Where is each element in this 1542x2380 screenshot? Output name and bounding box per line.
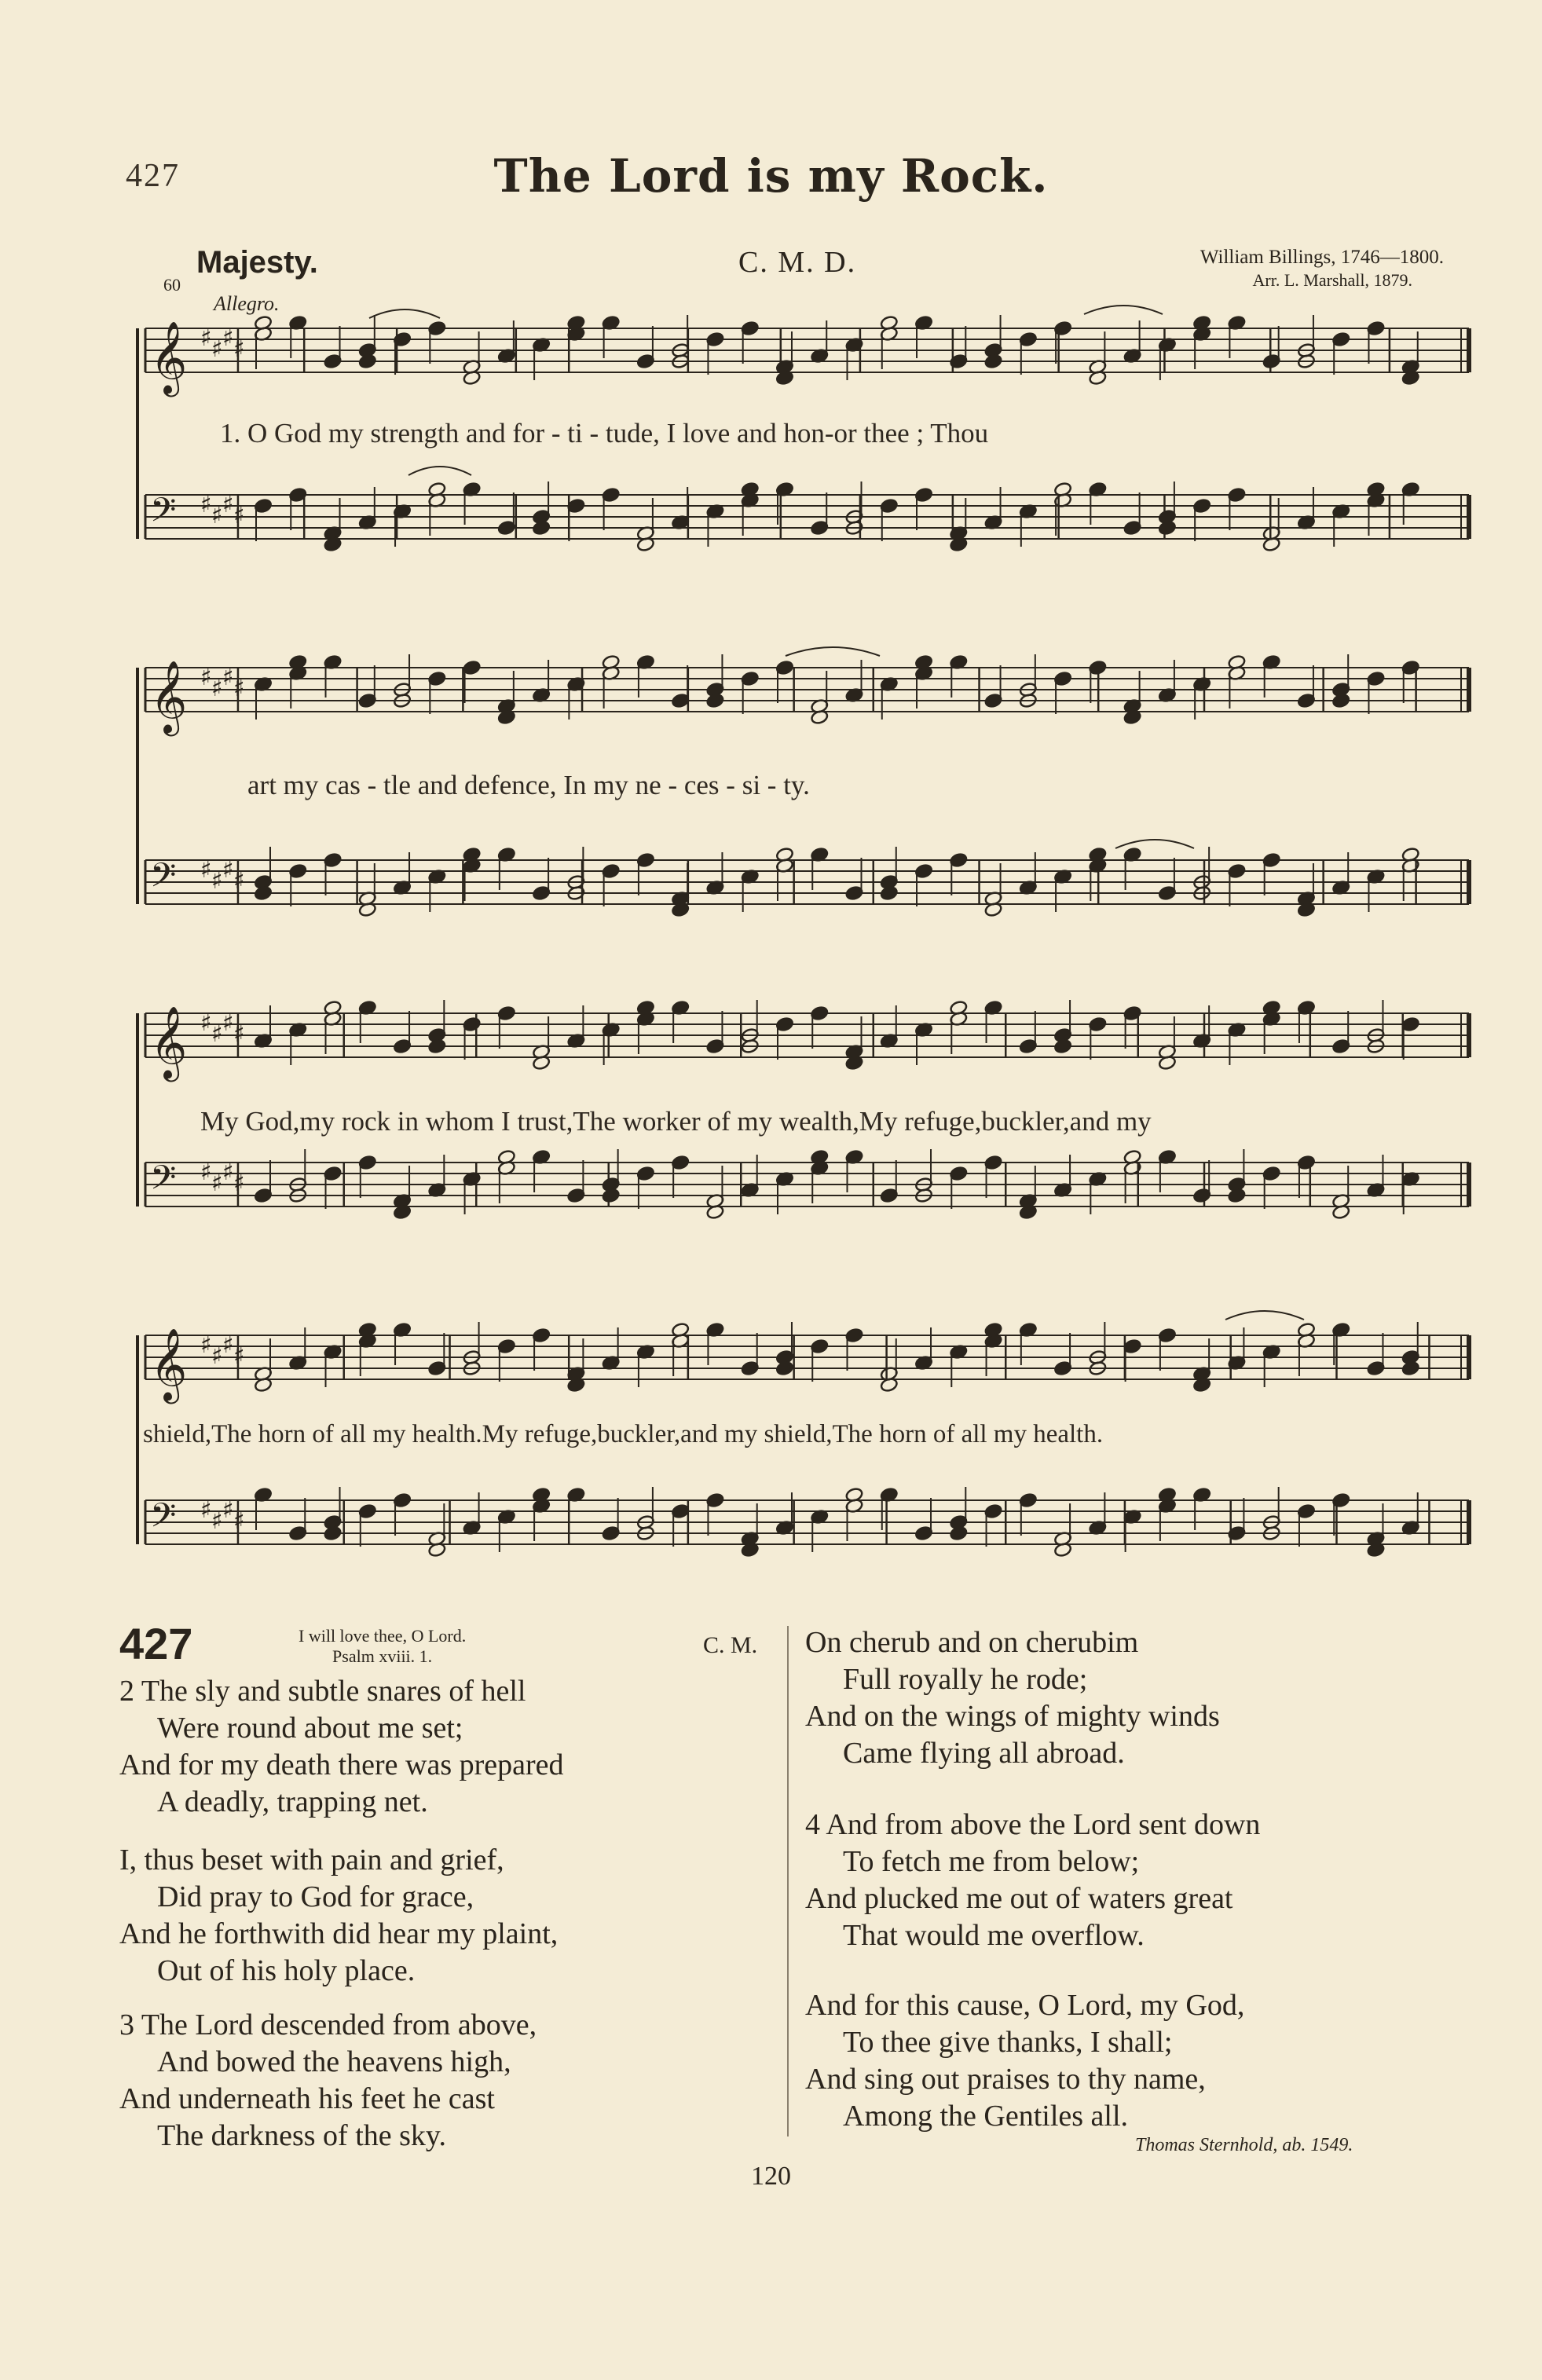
- sharp-icon: ♯: [222, 324, 234, 352]
- note-head: [1158, 520, 1177, 536]
- sharp-icon: ♯: [233, 335, 245, 363]
- sharp-icon: ♯: [233, 1342, 245, 1370]
- note-head: [1053, 1038, 1072, 1054]
- sharp-icon: ♯: [222, 1331, 234, 1359]
- note-head: [984, 353, 1003, 369]
- note-head: [324, 1525, 342, 1541]
- footer-page-number: 120: [751, 2162, 791, 2191]
- sharp-icon: ♯: [200, 491, 212, 518]
- bass-clef-icon: 𝄢: [150, 1159, 177, 1206]
- sharp-icon: ♯: [211, 675, 223, 702]
- composer-name: William Billings, 1746—1800.: [1200, 247, 1444, 268]
- hymn-heading: [299, 1626, 466, 1668]
- note-head: [254, 885, 273, 901]
- sharp-icon: ♯: [211, 335, 223, 363]
- sharp-icon: ♯: [233, 1020, 245, 1048]
- sharp-icon: ♯: [211, 1342, 223, 1370]
- sharp-icon: ♯: [222, 1159, 234, 1186]
- verse-left-2: [119, 1842, 558, 1990]
- verse-line: And for this cause, O Lord, my God,: [805, 1989, 1245, 2022]
- sharp-icon: ♯: [233, 502, 245, 529]
- verse-line: The darkness of the sky.: [157, 2119, 446, 2152]
- treble-clef-icon: 𝄞: [150, 1327, 188, 1401]
- treble-clef-icon: 𝄞: [150, 1005, 188, 1078]
- verse-line: 2 The sly and subtle snares of hell: [119, 1675, 526, 1708]
- verse-line: And bowed the heavens high,: [157, 2045, 511, 2078]
- sharp-icon: ♯: [222, 1009, 234, 1037]
- verse-line: And he forthwith did hear my plaint,: [119, 1917, 559, 1950]
- sharp-icon: ♯: [211, 1507, 223, 1535]
- hymn-meter: C. M.: [703, 1632, 758, 1658]
- lyric-line-1: 1. O God my strength and for - ti - tude, I love and hon-or thee ; Thou: [220, 418, 989, 449]
- note-head: [602, 1188, 621, 1203]
- tempo-mark: Allegro.: [214, 292, 280, 315]
- bass-clef-icon: 𝄢: [150, 1496, 177, 1543]
- sharp-icon: ♯: [233, 1507, 245, 1535]
- verse-right-1: [805, 1624, 1220, 1772]
- sharp-icon: ♯: [200, 1496, 212, 1524]
- hymn-heading-title: I will love thee, O Lord.: [299, 1626, 467, 1646]
- sharp-icon: ♯: [222, 491, 234, 518]
- sharp-icon: ♯: [200, 1159, 212, 1186]
- slur: [369, 309, 440, 318]
- note-head: [950, 1525, 969, 1541]
- sharp-icon: ♯: [222, 1496, 234, 1524]
- verse-line: And on the wings of mighty winds: [805, 1700, 1220, 1733]
- sharp-icon: ♯: [211, 502, 223, 529]
- verse-line: And underneath his feet he cast: [119, 2082, 495, 2115]
- verse-line: Out of his holy place.: [157, 1954, 416, 1987]
- slur: [1115, 840, 1194, 848]
- verse-line: 3 The Lord descended from above,: [119, 2008, 537, 2041]
- verse-line: On cherub and on cherubim: [805, 1626, 1139, 1659]
- verse-left-1: [119, 1673, 564, 1821]
- hymn-number: 427: [119, 1619, 193, 1668]
- tune-name: Majesty.: [196, 245, 318, 280]
- note-head: [1331, 693, 1350, 709]
- tune-meter: C. M. D.: [738, 246, 857, 279]
- sharp-icon: ♯: [200, 324, 212, 352]
- sharp-icon: ♯: [222, 664, 234, 691]
- column-divider: [787, 1626, 789, 2137]
- slur: [1225, 1311, 1304, 1320]
- treble-clef-icon: 𝄞: [150, 660, 188, 733]
- page-title: The Lord is my Rock.: [493, 149, 1049, 203]
- metronome-mark: 60: [163, 275, 181, 295]
- verse-line: Full royally he rode;: [843, 1663, 1088, 1696]
- sharp-icon: ♯: [222, 856, 234, 884]
- note-head: [1401, 1360, 1420, 1376]
- verse-line: That would me overflow.: [843, 1919, 1145, 1952]
- note-head: [532, 520, 551, 536]
- verse-line: I, thus beset with pain and grief,: [119, 1844, 504, 1877]
- verse-line: To fetch me from below;: [843, 1845, 1140, 1878]
- lyric-line-4: shield,The horn of all my health.My refuge,buckler,and my shield,The horn of all my health.: [143, 1420, 1104, 1448]
- slur: [1084, 306, 1163, 314]
- bass-clef-icon: 𝄢: [150, 491, 177, 538]
- sharp-icon: ♯: [211, 867, 223, 895]
- arranger-name: Arr. L. Marshall, 1879.: [1252, 270, 1412, 291]
- verse-line: And sing out praises to thy name,: [805, 2063, 1206, 2096]
- verse-line: To thee give thanks, I shall;: [843, 2026, 1173, 2059]
- verse-line: Among the Gentiles all.: [843, 2100, 1129, 2133]
- bass-clef-icon: 𝄢: [150, 856, 177, 903]
- page-number: 427: [126, 158, 180, 194]
- lyric-line-2: art my cas - tle and defence, In my ne - ces - si - ty.: [247, 770, 810, 800]
- verse-line: Were round about me set;: [157, 1712, 463, 1745]
- sharp-icon: ♯: [233, 1170, 245, 1197]
- verse-right-3: [805, 1987, 1244, 2135]
- lyric-line-3: My God,my rock in whom I trust,The worker of my wealth,My refuge,buckler,and my: [200, 1106, 1152, 1137]
- note-head: [1228, 1188, 1247, 1203]
- sharp-icon: ♯: [200, 1331, 212, 1359]
- note-head: [428, 1038, 447, 1054]
- note-head: [775, 1360, 794, 1376]
- verse-line: Came flying all abroad.: [843, 1737, 1125, 1770]
- verse-line: Did pray to God for grace,: [157, 1880, 474, 1913]
- sharp-icon: ♯: [233, 867, 245, 895]
- slur: [408, 467, 471, 475]
- sharp-icon: ♯: [211, 1020, 223, 1048]
- sharp-icon: ♯: [200, 664, 212, 691]
- verse-line: 4 And from above the Lord sent down: [805, 1808, 1261, 1841]
- note-head: [706, 693, 725, 709]
- author-credit: Thomas Sternhold, ab. 1549.: [1135, 2135, 1353, 2155]
- verse-line: A deadly, trapping net.: [157, 1785, 428, 1818]
- sharp-icon: ♯: [211, 1170, 223, 1197]
- sharp-icon: ♯: [233, 675, 245, 702]
- note-head: [880, 885, 899, 901]
- verse-line: And for my death there was prepared: [119, 1748, 564, 1781]
- note-head: [358, 353, 377, 369]
- verse-left-3: [119, 2007, 537, 2155]
- sharp-icon: ♯: [200, 1009, 212, 1037]
- sharp-icon: ♯: [200, 856, 212, 884]
- verse-right-2: [805, 1807, 1260, 1954]
- verse-line: And plucked me out of waters great: [805, 1882, 1233, 1915]
- treble-clef-icon: 𝄞: [150, 320, 188, 394]
- hymn-heading-scripture: Psalm xviii. 1.: [332, 1646, 433, 1667]
- slur: [786, 647, 880, 656]
